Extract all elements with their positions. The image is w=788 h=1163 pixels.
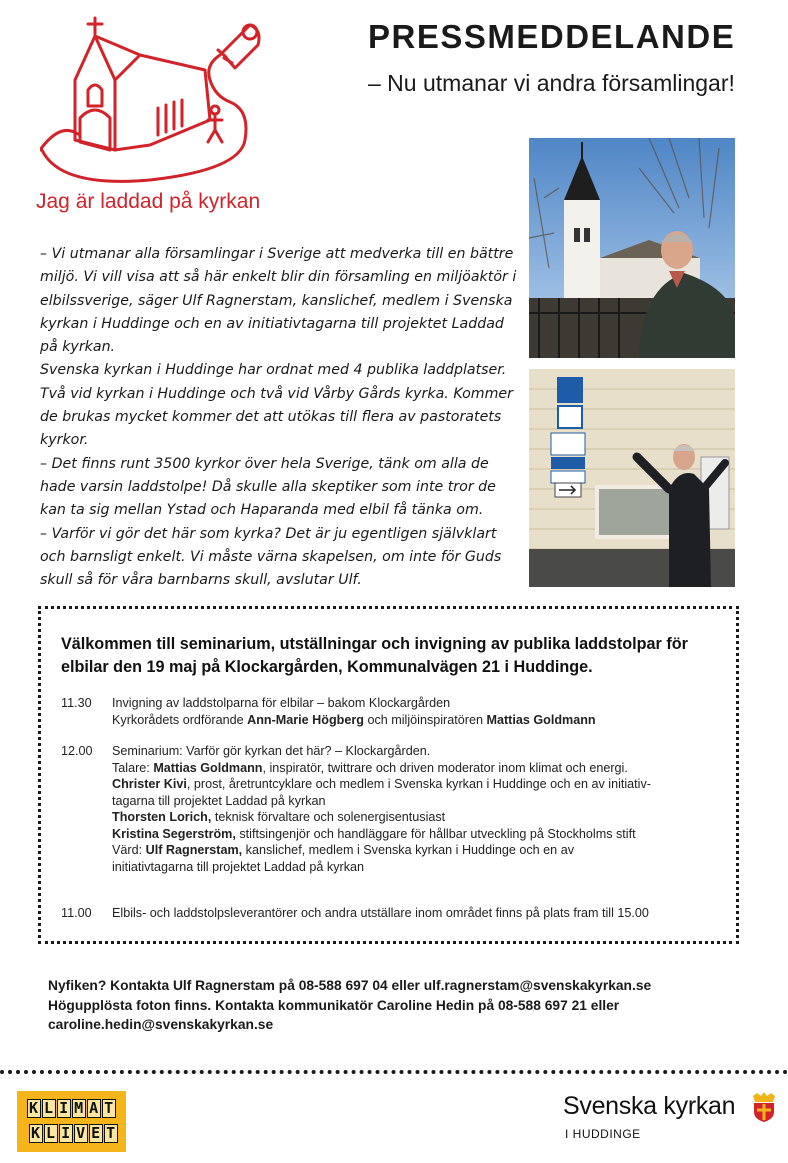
klimat-logo-word: K L I M A T	[29, 1099, 115, 1117]
church-tower-man-photo	[529, 138, 735, 358]
speaker-name: Ann-Marie Högberg	[247, 712, 364, 727]
program-line	[112, 809, 712, 826]
program-text: och miljöinspiratören	[363, 712, 487, 727]
contact-line: Nyfiken? Kontakta Ulf Ragnerstam på 08-588 697 04 eller ulf.ragnerstam@svenskakyrkan.se	[48, 978, 652, 993]
program-line	[112, 842, 712, 859]
logo-caption: Jag är laddad på kyrkan	[36, 190, 261, 213]
program-time: 11.30	[61, 696, 92, 710]
program-text: initiativtagarna till projektet Laddad på kyrkan	[112, 859, 365, 874]
program-line	[112, 793, 712, 810]
footer-divider	[0, 1070, 788, 1074]
church-with-power-plug-icon	[40, 10, 270, 185]
program-lines	[112, 695, 712, 728]
speaker-name: Mattias Goldmann	[486, 712, 596, 727]
program-text: , inspiratör, twittrare och driven moderator inom klimat och energi.	[262, 760, 628, 775]
press-release-subtitle: – Nu utmanar vi andra församlingar!	[368, 70, 735, 96]
event-invitation-box	[38, 606, 739, 944]
charging-station-man-photo	[529, 369, 735, 587]
speaker-name: Christer Kivi	[112, 777, 187, 791]
svenska-kyrkan-parish: I HUDDINGE	[565, 1127, 641, 1141]
program-line	[112, 905, 712, 922]
program-text: Värd:	[112, 843, 146, 857]
program-time: 11.00	[61, 906, 92, 920]
program-text: Elbils- och laddstolpsleverantörer och andra utställare inom området finns på plats fram till 15.00	[112, 906, 649, 920]
program-line	[112, 826, 712, 843]
press-release-title: PRESSMEDDELANDE	[368, 18, 736, 55]
program-line	[112, 695, 712, 712]
body-paragraph: Svenska kyrkan i Huddinge har ordnat med 4 publika laddplatser. Två vid kyrkan i Huddinge och två vid Vårby Gårds kyrka. Kommer de brukas mycket kommer det att utökas till flera av pastoratets kyrkor.	[40, 362, 513, 449]
contact-line: caroline.hedin@svenskakyrkan.se	[48, 1017, 274, 1032]
klivet-logo-word: K L I V E T	[31, 1124, 117, 1142]
klimatklivet-logo	[17, 1091, 126, 1152]
program-line	[112, 859, 712, 876]
speaker-name: Thorsten Lorich,	[112, 810, 212, 824]
svenska-kyrkan-crown-cross-icon	[751, 1092, 777, 1122]
program-text: , prost, åretruntcyklare och medlem i Svenska kyrkan i Huddinge och en av initiativ-	[186, 777, 651, 791]
program-line	[112, 776, 712, 793]
speaker-name: Mattias Goldmann	[153, 760, 263, 775]
laddad-pa-kyrkan-logo	[30, 10, 280, 220]
program-text: Invigning av laddstolparna för elbilar – bakom Klockargården	[112, 696, 451, 710]
program-lines	[112, 905, 712, 922]
contact-info	[48, 976, 748, 1035]
program-line	[112, 760, 712, 777]
program-time: 12.00	[61, 744, 93, 758]
program-line	[112, 712, 712, 729]
program-text: Talare:	[112, 760, 154, 775]
press-release-body	[40, 243, 526, 592]
body-paragraph: – Varför vi gör det här som kyrka? Det är ju egentligen självklart och barnsligt enkelt. Vi måste värna skapelsen, om inte för Guds skull så för våra barnbarns skull, avslutar Ulf.	[40, 525, 502, 589]
program-text: kanslichef, medlem i Svenska kyrkan i Huddinge och en av	[242, 843, 574, 857]
program-text: Seminarium: Varför gör kyrkan det här? – Klockargården.	[112, 744, 431, 758]
program-lines	[112, 743, 712, 875]
speaker-name: Kristina Segerström,	[112, 826, 236, 841]
contact-line: Högupplösta foton finns. Kontakta kommunikatör Caroline Hedin på 08-588 697 21 eller	[48, 997, 620, 1013]
program-text: stiftsingenjör och handläggare för hållbar utveckling på Stockholms stift	[235, 826, 636, 841]
body-paragraph: – Vi utmanar alla församlingar i Sverige att medverka till en bättre miljö. Vi vill visa att så här enkelt blir din församling en miljöaktör i elbilssverige, säger Ulf Ragnerstam, kanslichef, medlem i Svenska kyrkan i Huddinge och en av initiativtagarna till projektet Laddad på kyrkan.	[40, 246, 517, 356]
program-text: teknisk förvaltare och solenergisentusiast	[211, 810, 446, 824]
program-text: tagarna till projektet Laddad på kyrkan	[112, 793, 326, 808]
body-paragraph: – Det finns runt 3500 kyrkor över hela Sverige, tänk om alla de hade varsin laddstolpe! Då skulle alla skeptiker som inte tror de kan ta sig mellan Ystad och Haparanda med elbil få tänka om.	[40, 455, 496, 519]
program-text: Kyrkorådets ordförande	[112, 712, 248, 727]
speaker-name: Ulf Ragnerstam,	[145, 843, 243, 857]
program-line	[112, 743, 712, 760]
event-heading: Välkommen till seminarium, utställningar och invigning av publika laddstolpar för elbilar den 19 maj på Klockargården, Kommunalvägen 21 i Huddinge.	[61, 635, 688, 676]
svenska-kyrkan-brand: Svenska kyrkan	[563, 1092, 736, 1120]
